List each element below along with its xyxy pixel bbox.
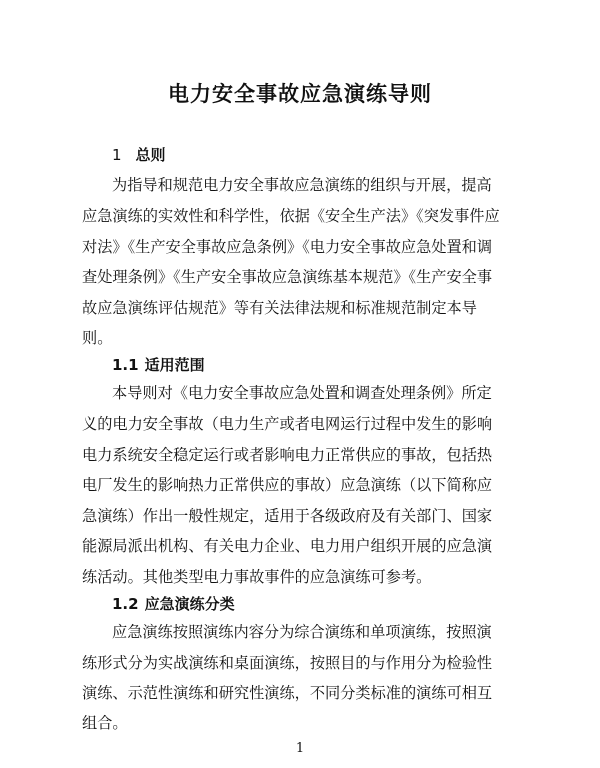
paragraph-line: 电力系统安全稳定运行或者影响电力正常供应的事故，包括热: [82, 446, 493, 464]
section-1-1-number: 1.1: [112, 356, 139, 374]
paragraph-line: 为指导和规范电力安全事故应急演练的组织与开展，提高: [112, 176, 492, 194]
document-title: 电力安全事故应急演练导则: [168, 82, 432, 106]
paragraph-line: 组合。: [82, 714, 128, 732]
section-1-2-heading: [112, 592, 235, 616]
paragraph-line: 本导则对《电力安全事故应急处置和调查处理条例》所定: [112, 384, 492, 402]
section-1-number: 1: [112, 146, 122, 164]
paragraph-line: 练形式分为实战演练和桌面演练，按照目的与作用分为检验性: [82, 654, 493, 672]
paragraph-line: 义的电力安全事故（电力生产或者电网运行过程中发生的影响: [82, 415, 493, 433]
paragraph-line: 急演练）作出一般性规定，适用于各级政府及有关部门、国家: [82, 507, 493, 525]
paragraph-line: 应急演练的实效性和科学性，依据《安全生产法》《突发事件应: [82, 207, 500, 225]
section-1-1-title: 适用范围: [144, 356, 205, 374]
section-1-2-title: 应急演练分类: [144, 595, 235, 613]
paragraph-line: 故应急演练评估规范》等有关法律法规和标准规范制定本导: [82, 299, 477, 317]
section-1-heading: [112, 143, 166, 167]
page-number: 1: [295, 741, 305, 756]
section-1-1-heading: [112, 353, 205, 377]
section-1-title: 总则: [135, 146, 166, 164]
paragraph-line: 演练、示范性演练和研究性演练，不同分类标准的演练可相互: [82, 684, 493, 702]
paragraph-line: 对法》《生产安全事故应急条例》《电力安全事故应急处置和调: [82, 238, 493, 256]
paragraph-line: 练活动。其他类型电力事故事件的应急演练可参考。: [82, 568, 432, 586]
paragraph-line: 则。: [82, 329, 113, 347]
paragraph-line: 应急演练按照演练内容分为综合演练和单项演练，按照演: [112, 623, 492, 641]
paragraph-line: 电厂发生的影响热力正常供应的事故）应急演练（以下简称应: [82, 476, 493, 494]
section-1-2-number: 1.2: [112, 595, 139, 613]
paragraph-line: 能源局派出机构、有关电力企业、电力用户组织开展的应急演: [82, 537, 493, 555]
paragraph-line: 查处理条例》《生产安全事故应急演练基本规范》《生产安全事: [82, 268, 493, 286]
